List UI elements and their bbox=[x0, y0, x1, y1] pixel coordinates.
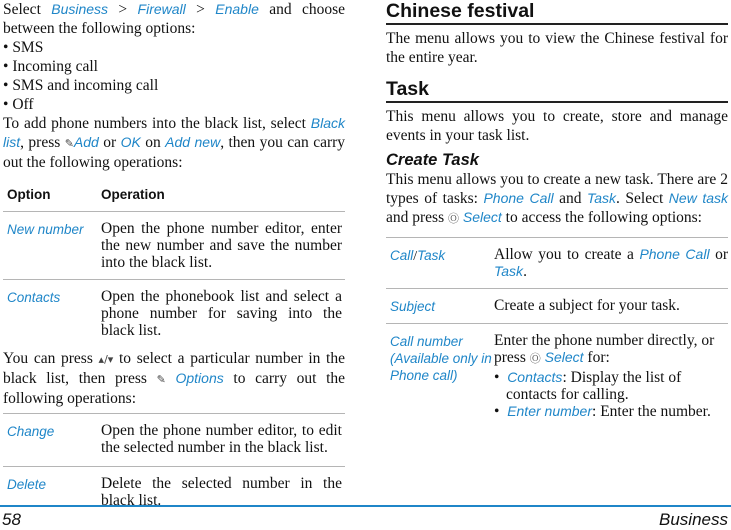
menu-task: Task bbox=[586, 190, 617, 206]
heading-chinese-festival: Chinese festival bbox=[386, 0, 728, 25]
option-change: Change bbox=[7, 424, 55, 439]
table-row: Delete Delete the selected number in the black list. bbox=[3, 467, 345, 514]
menu-business: Business bbox=[51, 1, 109, 17]
call-number-options bbox=[494, 369, 728, 420]
table-row: Call number (Available only in Phone call) Enter the phone number directly, or press Ⓞ Select for: • Contacts: Display the list of contacts for calling. • Enter number: Enter the number. bbox=[386, 324, 728, 425]
list-item: • Off bbox=[3, 95, 345, 114]
menu-phone-call: Phone Call bbox=[483, 190, 554, 206]
option-task: Task bbox=[417, 248, 446, 263]
option-call-number: Call number (Available only in Phone call) bbox=[390, 334, 492, 383]
table-row: Change Open the phone number editor, to edit the selected number in the black list. bbox=[3, 414, 345, 467]
ok-key-icon: Ⓞ bbox=[529, 352, 541, 365]
black-list-paragraph: To add phone numbers into the black list, select Black list, press ✎Add or OK on Add new, then you can carry out the following operations: bbox=[3, 115, 346, 171]
right-column bbox=[386, 0, 728, 424]
table-row: Call/Task Allow you to create a Phone Call or Task. bbox=[386, 238, 728, 289]
option-contacts: Contacts bbox=[7, 290, 61, 305]
option-call: Call bbox=[390, 248, 414, 263]
page-footer bbox=[0, 505, 731, 530]
operations-table-2 bbox=[3, 413, 345, 513]
chinese-festival-text: The menu allows you to view the Chinese festival for the entire year. bbox=[386, 30, 728, 66]
option-subject: Subject bbox=[390, 299, 436, 314]
navigation-up-down-icon: ▴/▾ bbox=[98, 353, 114, 366]
menu-black-list: Black list bbox=[3, 115, 345, 150]
list-item: • Contacts: Display the list of contacts for calling. bbox=[494, 369, 682, 403]
firewall-options-list bbox=[3, 38, 345, 114]
menu-options: Options bbox=[175, 370, 224, 386]
menu-firewall: Firewall bbox=[137, 1, 186, 17]
menu-add-new: Add new bbox=[165, 134, 221, 150]
list-item: • Incoming call bbox=[3, 57, 345, 76]
heading-task: Task bbox=[386, 78, 728, 103]
option-new-number: New number bbox=[7, 222, 84, 237]
menu-add: Add bbox=[73, 134, 99, 150]
softkey-icon: ✎ bbox=[64, 137, 74, 150]
list-item: • SMS bbox=[3, 38, 345, 57]
menu-ok: OK bbox=[120, 134, 141, 150]
task-text: This menu allows you to create, store and manage events in your task list. bbox=[386, 108, 728, 144]
section-title: Business bbox=[659, 510, 728, 529]
option-delete: Delete bbox=[7, 477, 47, 492]
menu-enable: Enable bbox=[215, 1, 259, 17]
task-options-table bbox=[386, 237, 728, 424]
list-item: • SMS and incoming call bbox=[3, 76, 345, 95]
options-paragraph: You can press ▴/▾ to select a particular number in the black list, then press ✎ Options to carry out the following operations: bbox=[3, 350, 346, 407]
softkey-icon: ✎ bbox=[156, 373, 166, 386]
firewall-intro: Select Business > Firewall > Enable and choose between the following options: bbox=[3, 1, 346, 37]
operations-table-1 bbox=[3, 180, 345, 345]
list-item: • Enter number: Enter the number. bbox=[494, 403, 711, 420]
menu-new-task: New task bbox=[668, 190, 728, 206]
page-number: 58 bbox=[2, 510, 21, 529]
heading-create-task: Create Task bbox=[386, 151, 479, 169]
left-column bbox=[3, 0, 345, 513]
table-row: Contacts Open the phonebook list and select a phone number for saving into the black list. bbox=[3, 280, 345, 346]
ok-key-icon: Ⓞ bbox=[448, 212, 459, 225]
create-task-text: This menu allows you to create a new task. There are 2 types of tasks: Phone Call and Task. Select New task and press Ⓞ Select to access the following options: bbox=[386, 171, 728, 226]
table-row: New number Open the phone number editor, enter the new number and save the number into the black list. bbox=[3, 212, 345, 280]
menu-select: Select bbox=[462, 209, 502, 225]
table-header: Option Operation bbox=[7, 187, 165, 202]
table-row: Subject Create a subject for your task. bbox=[386, 289, 728, 324]
